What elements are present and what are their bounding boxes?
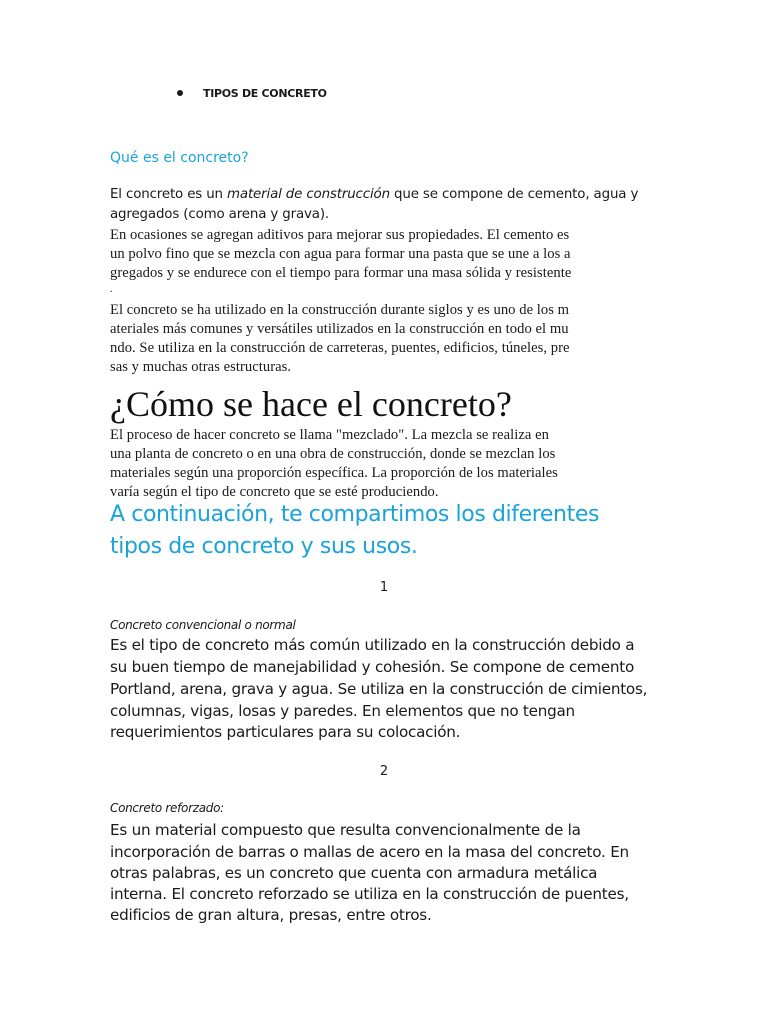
paragraph-line: El concreto se ha utilizado en la construcción durante siglos y es uno de los m <box>110 302 570 318</box>
paragraph-line: ndo. Se utiliza en la construcción de carreteras, puentes, edificios, túneles, pre <box>110 340 570 356</box>
paragraph-line: . <box>110 284 113 295</box>
type-description-line: Es el tipo de concreto más común utilizado en la construcción debido a <box>110 636 635 654</box>
type-number: 1 <box>379 580 389 595</box>
type-label: Concreto convencional o normal <box>110 618 296 632</box>
intro-line-2: agregados (como arena y grava). <box>110 207 330 222</box>
types-heading-line: A continuación, te compartimos los diferentes <box>110 502 600 527</box>
intro-line-1 <box>110 187 638 202</box>
paragraph-line: gregados y se endurece con el tiempo para formar una masa sólida y resistente <box>110 265 572 281</box>
heading-how-to-make: ¿Cómo se hace el concreto? <box>110 384 512 424</box>
type-description-line: requerimientos particulares para su colocación. <box>110 723 461 741</box>
type-description-line: Portland, arena, grava y agua. Se utiliza en la construcción de cimientos, <box>110 680 648 698</box>
section-question-heading: Qué es el concreto? <box>110 150 249 166</box>
type-description-line: interna. El concreto reforzado se utiliza en la construcción de puentes, <box>110 885 629 903</box>
paragraph-line: una planta de concreto o en una obra de construcción, donde se mezclan los <box>110 446 556 462</box>
intro-text-after: que se compone de cemento, agua y <box>389 187 639 202</box>
bullet-icon <box>177 90 183 96</box>
intro-text-before: El concreto es un <box>110 187 227 202</box>
paragraph-line: materiales según una proporción específica. La proporción de los materiales <box>110 465 558 481</box>
type-label: Concreto reforzado: <box>110 801 224 815</box>
type-description-line: Es un material compuesto que resulta convencionalmente de la <box>110 821 581 839</box>
intro-italic-phrase: material de construcción <box>227 187 390 202</box>
type-description-line: columnas, vigas, losas y paredes. En elementos que no tengan <box>110 702 575 720</box>
types-heading-line: tipos de concreto y sus usos. <box>110 534 418 559</box>
type-description-line: su buen tiempo de manejabilidad y cohesión. Se compone de cemento <box>110 658 635 676</box>
type-description-line: edificios de gran altura, presas, entre otros. <box>110 906 432 924</box>
bullet-list-item: TIPOS DE CONCRETO <box>203 87 327 100</box>
paragraph-line: El proceso de hacer concreto se llama "mezclado". La mezcla se realiza en <box>110 427 549 443</box>
type-description-line: otras palabras, es un concreto que cuenta con armadura metálica <box>110 864 598 882</box>
paragraph-line: sas y muchas otras estructuras. <box>110 359 292 375</box>
paragraph-line: En ocasiones se agregan aditivos para mejorar sus propiedades. El cemento es <box>110 227 570 243</box>
paragraph-line: varía según el tipo de concreto que se esté produciendo. <box>110 484 439 500</box>
type-number: 2 <box>379 764 389 779</box>
paragraph-line: ateriales más comunes y versátiles utilizados en la construcción en todo el mu <box>110 321 569 337</box>
paragraph-line: un polvo fino que se mezcla con agua para formar una pasta que se une a los a <box>110 246 571 262</box>
type-description-line: incorporación de barras o mallas de acero en la masa del concreto. En <box>110 843 629 861</box>
